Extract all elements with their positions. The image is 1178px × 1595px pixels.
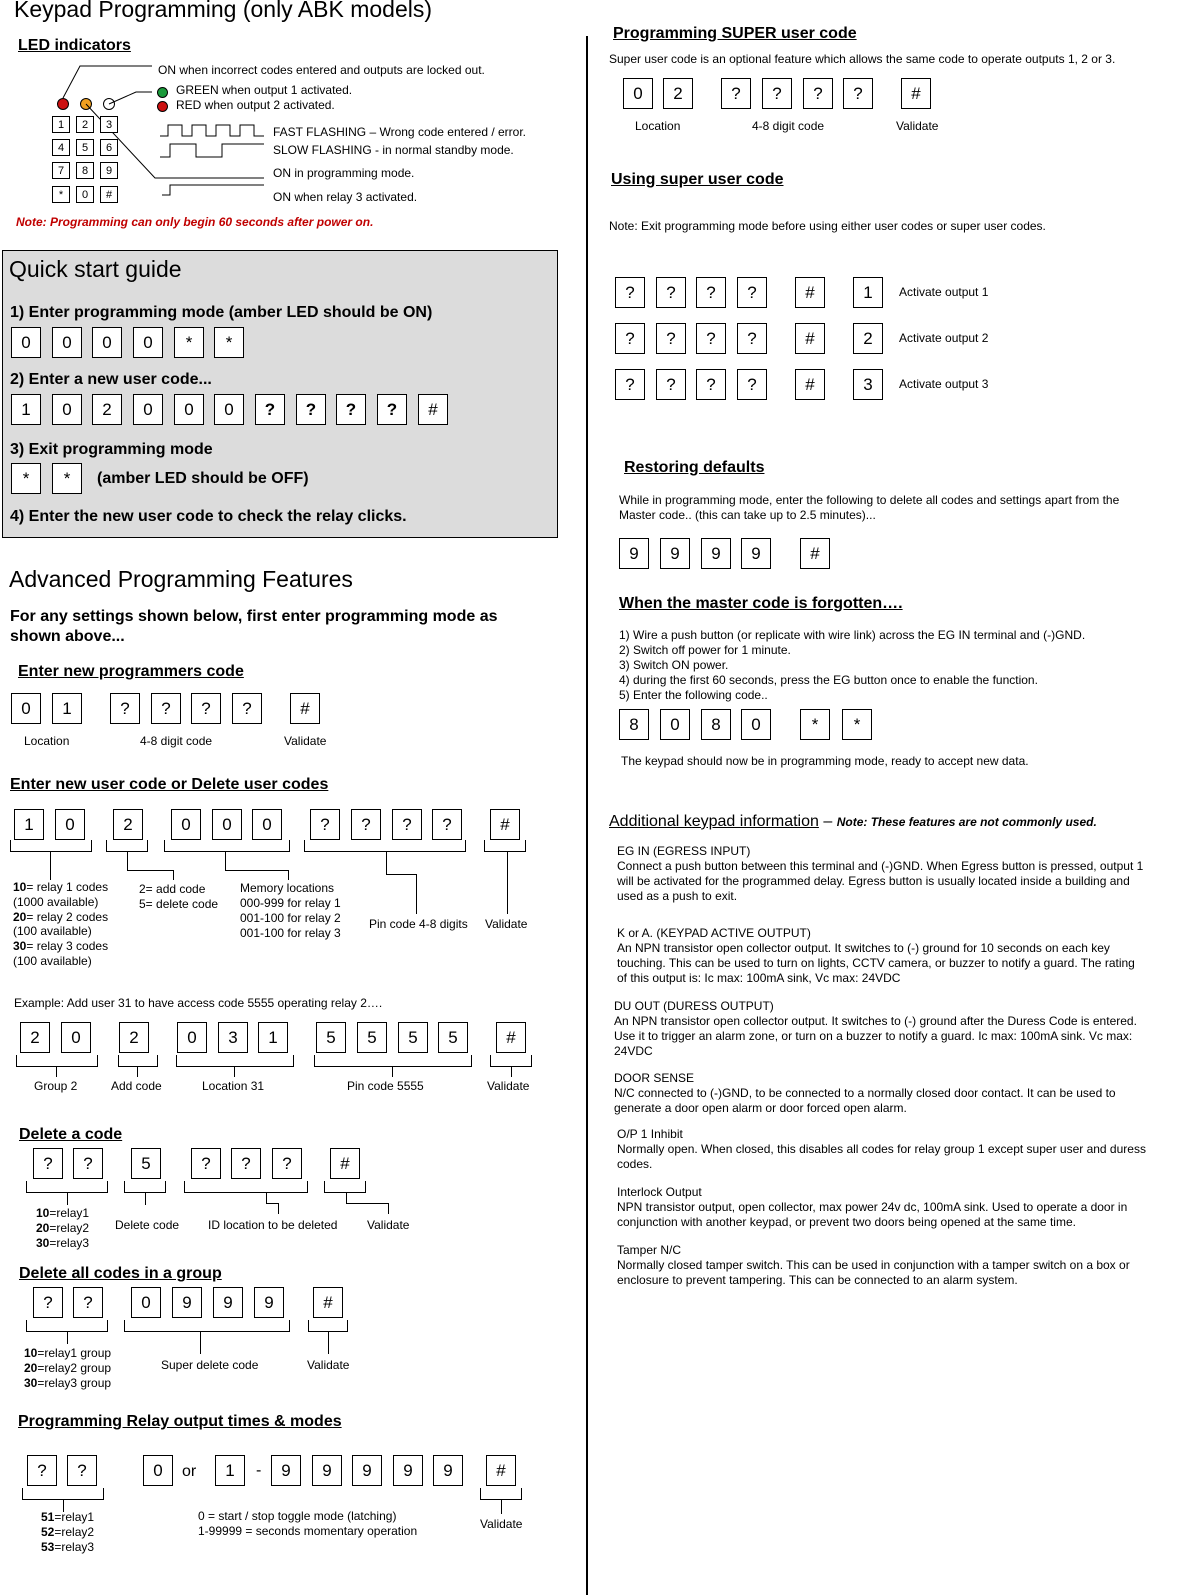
- relay-times-dash: -: [256, 1462, 262, 1479]
- additional-item-line: N/C connected to (-)GND, to be connected to a normally closed door contact. It can be used to: [614, 1086, 1116, 1100]
- forgot-after: The keypad should now be in programming mode, ready to accept new data.: [621, 754, 1029, 768]
- keypad-key: 5: [438, 1022, 468, 1053]
- additional-heading: [609, 813, 1097, 831]
- keypad-key: 5: [398, 1022, 428, 1053]
- page-title: Keypad Programming (only ABK models): [14, 0, 433, 22]
- example-text: Example: Add user 31 to have access code 5555 operating relay 2….: [14, 996, 383, 1010]
- additional-note: Note: These features are not commonly used.: [836, 815, 1097, 829]
- forgot-steps: 1) Wire a push button (or replicate with wire link) across the EG IN terminal and (-)GND. 2) Switch off power for 1 minute. 3) Switch ON power. 4) during the first 60 seconds, press the EG button once to enable the function. 5) Enter the following code..: [619, 628, 1086, 702]
- keypad-key: 1: [853, 277, 883, 308]
- legend-code: 10: [36, 1206, 50, 1220]
- additional-item-line: generate a door open alarm or door forced open alarm.: [614, 1101, 907, 1115]
- legend-text: = relay 1 codes: [26, 880, 109, 894]
- legend-text: =relay2 group: [37, 1361, 112, 1375]
- small-keypad-key: 2: [76, 116, 94, 133]
- column-divider: [586, 36, 588, 1595]
- keypad-key: ?: [255, 394, 285, 425]
- keypad-key: ?: [656, 323, 686, 354]
- small-keypad-key: 8: [76, 162, 94, 179]
- keypad-key: #: [418, 394, 448, 425]
- keypad-key: 3: [218, 1022, 248, 1053]
- keypad-key: 1: [215, 1455, 245, 1486]
- keypad-key: 0: [131, 1287, 161, 1318]
- restore-heading: Restoring defaults: [624, 459, 765, 476]
- advanced-intro-2: shown above...: [10, 628, 125, 645]
- additional-item-line: Connect a push button between this terminal and (-)GND. When Egress button is pressed, output 1: [617, 859, 1144, 873]
- keypad-key: 0: [214, 394, 244, 425]
- keypad-key: 0: [11, 693, 41, 724]
- additional-heading-dash: –: [823, 813, 833, 830]
- keypad-key: 0: [741, 709, 771, 740]
- legend-code: 20: [36, 1221, 50, 1235]
- legend-line: [41, 1525, 94, 1539]
- example-location: Location 31: [202, 1079, 265, 1093]
- additional-item-line: used as a push to exit.: [617, 889, 738, 903]
- delete-code-id: ID location to be deleted: [208, 1218, 338, 1232]
- legend-text: =relay1: [54, 1510, 95, 1524]
- additional-item: [614, 1071, 1116, 1116]
- keypad-key: ?: [737, 323, 767, 354]
- small-keypad-key: #: [100, 186, 118, 203]
- additional-item-line: K or A. (KEYPAD ACTIVE OUTPUT): [617, 926, 811, 940]
- keypad-key: 0: [171, 809, 201, 840]
- delete-all-super: Super delete code: [161, 1358, 259, 1372]
- small-keypad-key: 4: [52, 139, 70, 156]
- led-note: Note: Programming can only begin 60 seconds after power on.: [16, 215, 374, 229]
- additional-item-line: DOOR SENSE: [614, 1071, 695, 1085]
- legend-line: [41, 1540, 94, 1554]
- legend-text: (1000 available): [13, 894, 99, 909]
- led-green-text: GREEN when output 1 activated.: [176, 83, 353, 97]
- example-pin: Pin code 5555: [347, 1079, 424, 1093]
- keypad-key: 9: [254, 1287, 284, 1318]
- keypad-key: 2: [92, 394, 122, 425]
- small-keypad-key: 9: [100, 162, 118, 179]
- keypad-key: 9: [660, 538, 690, 569]
- legend-line: [24, 1376, 111, 1390]
- keypad-key: ?: [191, 1148, 221, 1179]
- keypad-key: ?: [27, 1455, 57, 1486]
- legend-code: 10: [24, 1346, 38, 1360]
- keypad-key: ?: [351, 809, 381, 840]
- keypad-key: ?: [432, 809, 462, 840]
- using-super-note: Note: Exit programming mode before using either user codes or super user codes.: [609, 219, 1046, 233]
- legend-line: [36, 1206, 89, 1220]
- keypad-key: ?: [336, 394, 366, 425]
- keypad-key: 2: [853, 323, 883, 354]
- keypad-key: #: [313, 1287, 343, 1318]
- keypad-key: 9: [172, 1287, 202, 1318]
- small-keypad-key: *: [52, 186, 70, 203]
- example-group: Group 2: [34, 1079, 78, 1093]
- legend-line: [36, 1221, 89, 1235]
- led-prog-text: ON in programming mode.: [273, 166, 415, 180]
- additional-item-line: codes.: [617, 1157, 653, 1171]
- keypad-key: 1: [52, 693, 82, 724]
- small-keypad-key: 7: [52, 162, 70, 179]
- keypad-key: 0: [61, 1022, 91, 1053]
- prog-code-location: Location: [24, 734, 70, 748]
- user-code-heading: Enter new user code or Delete user codes: [10, 776, 329, 793]
- keypad-key: 2: [119, 1022, 149, 1053]
- keypad-key: #: [490, 809, 520, 840]
- keypad-key: 3: [853, 369, 883, 400]
- legend-line: [41, 1510, 94, 1524]
- legend-code: 30: [13, 939, 27, 954]
- keypad-key: *: [214, 327, 244, 358]
- keypad-key: 5: [357, 1022, 387, 1053]
- user-code-memory-legend: Memory locations 000-999 for relay 1 001-100 for relay 2 001-100 for relay 3: [240, 881, 341, 940]
- additional-item-line: An NPN transistor open collector output. It switches to (-) ground after the Duress Code is entered.: [614, 1014, 1137, 1028]
- legend-text: =relay1 group: [37, 1346, 112, 1360]
- legend-text: (100 available): [13, 954, 92, 968]
- keypad-key: #: [496, 1022, 526, 1053]
- legend-code: 20: [13, 909, 27, 924]
- legend-line: [13, 895, 98, 909]
- additional-item-line: DU OUT (DURESS OUTPUT): [614, 999, 774, 1013]
- keypad-key: ?: [721, 78, 751, 109]
- legend-code: 10: [13, 880, 27, 894]
- keypad-key: 2: [20, 1022, 50, 1053]
- keypad-key: 9: [213, 1287, 243, 1318]
- additional-item: [617, 926, 1135, 986]
- prog-code-heading: Enter new programmers code: [18, 663, 244, 680]
- keypad-key: ?: [296, 394, 326, 425]
- additional-item-line: O/P 1 Inhibit: [617, 1127, 683, 1141]
- additional-heading-text: Additional keypad information: [609, 813, 819, 830]
- legend-line: [13, 910, 108, 924]
- legend-code: 51: [41, 1510, 55, 1524]
- example-validate: Validate: [487, 1079, 530, 1093]
- super-code-validate: Validate: [896, 119, 939, 133]
- led-slow-text: SLOW FLASHING - in normal standby mode.: [273, 143, 514, 157]
- keypad-key: ?: [73, 1287, 103, 1318]
- led-locked-text: ON when incorrect codes entered and outputs are locked out.: [158, 63, 485, 77]
- keypad-key: 2: [113, 809, 143, 840]
- relay-times-modes: 0 = start / stop toggle mode (latching) 1-99999 = seconds momentary operation: [198, 1509, 418, 1538]
- example-add: Add code: [111, 1079, 162, 1093]
- keypad-key: 1: [14, 809, 44, 840]
- keypad-key: ?: [191, 693, 221, 724]
- additional-item: [617, 1243, 1130, 1288]
- using-super-row-label: Activate output 1: [899, 285, 989, 299]
- super-code-text: Super user code is an optional feature which allows the same code to operate outputs 1, 2 or 3.: [609, 52, 1116, 66]
- keypad-key: #: [800, 538, 830, 569]
- additional-item: [614, 999, 1137, 1059]
- additional-item-line: Normally open. When closed, this disables all codes for relay group 1 except super user and duress: [617, 1142, 1146, 1156]
- super-code-digits: 4-8 digit code: [752, 119, 825, 133]
- keypad-key: ?: [696, 277, 726, 308]
- small-keypad-key: 0: [76, 186, 94, 203]
- keypad-key: *: [11, 463, 41, 494]
- super-code-location: Location: [635, 119, 681, 133]
- keypad-key: 1: [11, 394, 41, 425]
- quick-step-2: 2) Enter a new user code...: [10, 371, 212, 388]
- keypad-key: 9: [433, 1455, 463, 1486]
- keypad-key: *: [842, 709, 872, 740]
- additional-item-line: Tamper N/C: [617, 1243, 682, 1257]
- legend-text: (100 available): [13, 924, 92, 939]
- prog-code-validate: Validate: [284, 734, 327, 748]
- additional-item-line: 24VDC: [614, 1044, 653, 1058]
- delete-code-heading: Delete a code: [19, 1126, 123, 1143]
- user-code-validate: Validate: [485, 917, 528, 931]
- keypad-key: ?: [151, 693, 181, 724]
- legend-code: 52: [41, 1525, 55, 1539]
- keypad-key: ?: [231, 1148, 261, 1179]
- keypad-key: 0: [92, 327, 122, 358]
- keypad-key: 9: [271, 1455, 301, 1486]
- keypad-key: ?: [615, 277, 645, 308]
- keypad-key: 8: [619, 709, 649, 740]
- legend-text: = relay 2 codes: [26, 909, 109, 924]
- additional-item-line: enclosure to prevent tampering. This can be connected to an alarm system.: [617, 1273, 1018, 1287]
- keypad-key: #: [290, 693, 320, 724]
- delete-all-validate: Validate: [307, 1358, 350, 1372]
- additional-item-line: An NPN transistor open collector output. It switches to (-) ground for 10 seconds on each key: [617, 941, 1110, 955]
- quick-step-3: 3) Exit programming mode: [10, 441, 213, 458]
- keypad-key: 9: [741, 538, 771, 569]
- quick-start-title: Quick start guide: [9, 256, 182, 282]
- relay-times-or: or: [182, 1463, 197, 1480]
- keypad-key: ?: [696, 323, 726, 354]
- additional-item: [617, 1127, 1146, 1172]
- led-relay3-text: ON when relay 3 activated.: [273, 190, 418, 204]
- keypad-key: 0: [133, 394, 163, 425]
- keypad-key: ?: [33, 1287, 63, 1318]
- additional-item-line: conjunction with another keypad, or prevent two doors being opened at the same time.: [617, 1215, 1076, 1229]
- delete-code-label: Delete code: [115, 1218, 180, 1232]
- using-super-row-label: Activate output 3: [899, 377, 989, 391]
- delete-all-heading: Delete all codes in a group: [19, 1265, 222, 1282]
- keypad-key: ?: [272, 1148, 302, 1179]
- legend-line: [24, 1346, 111, 1360]
- using-super-row-label: Activate output 2: [899, 331, 989, 345]
- keypad-key: ?: [110, 693, 140, 724]
- legend-code: 30: [36, 1236, 50, 1250]
- keypad-key: 8: [701, 709, 731, 740]
- keypad-key: 0: [133, 327, 163, 358]
- advanced-title: Advanced Programming Features: [9, 566, 353, 592]
- keypad-key: ?: [656, 369, 686, 400]
- additional-item-line: NPN transistor output, open collector, max power 24v dc, 100mA sink. Used to operate a door in: [617, 1200, 1128, 1214]
- keypad-key: 0: [52, 327, 82, 358]
- relay-times-heading: Programming Relay output times & modes: [18, 1413, 342, 1430]
- legend-line: [13, 880, 108, 894]
- keypad-key: ?: [392, 809, 422, 840]
- keypad-key: ?: [232, 693, 262, 724]
- keypad-key: ?: [377, 394, 407, 425]
- keypad-key: ?: [762, 78, 792, 109]
- keypad-key: ?: [803, 78, 833, 109]
- keypad-key: ?: [615, 323, 645, 354]
- keypad-key: 9: [352, 1455, 382, 1486]
- legend-line: [13, 924, 92, 938]
- keypad-key: 0: [55, 809, 85, 840]
- keypad-key: 5: [316, 1022, 346, 1053]
- keypad-key: 9: [619, 538, 649, 569]
- legend-code: 53: [41, 1540, 55, 1554]
- keypad-key: 2: [663, 78, 693, 109]
- prog-code-digits: 4-8 digit code: [140, 734, 213, 748]
- delete-code-validate: Validate: [367, 1218, 410, 1232]
- keypad-key: ?: [737, 277, 767, 308]
- legend-line: [13, 954, 92, 968]
- small-keypad-key: 5: [76, 139, 94, 156]
- keypad-key: #: [486, 1455, 516, 1486]
- small-keypad-key: 6: [100, 139, 118, 156]
- user-code-add-legend: 2= add code 5= delete code: [139, 882, 219, 911]
- restore-text: While in programming mode, enter the following to delete all codes and settings apart from the Master code.. (this can take up to 2.5 minutes)...: [619, 493, 1120, 522]
- legend-code: 20: [24, 1361, 38, 1375]
- legend-text: =relay3: [49, 1236, 90, 1250]
- keypad-key: 0: [212, 809, 242, 840]
- keypad-key: 0: [11, 327, 41, 358]
- keypad-key: *: [174, 327, 204, 358]
- relay-times-validate: Validate: [480, 1517, 523, 1531]
- keypad-key: #: [795, 369, 825, 400]
- forgot-heading: When the master code is forgotten….: [619, 595, 903, 612]
- legend-text: =relay2: [54, 1525, 95, 1539]
- keypad-key: *: [52, 463, 82, 494]
- using-super-heading: Using super user code: [611, 171, 784, 188]
- keypad-key: 0: [143, 1455, 173, 1486]
- quick-step-1: 1) Enter programming mode (amber LED should be ON): [10, 304, 433, 321]
- keypad-key: 0: [660, 709, 690, 740]
- keypad-key: 0: [177, 1022, 207, 1053]
- keypad-key: ?: [310, 809, 340, 840]
- additional-item-line: Normally closed tamper switch. This can be used in conjunction with a tamper switch on a box or: [617, 1258, 1130, 1272]
- legend-text: =relay1: [49, 1206, 90, 1220]
- additional-item-line: Use it to trigger an alarm zone, or turn on a buzzer to notify a guard. Ic max: 100mA sink. Vc max:: [614, 1029, 1133, 1043]
- legend-text: =relay3 group: [37, 1376, 112, 1390]
- keypad-key: 5: [131, 1148, 161, 1179]
- additional-item-line: EG IN (EGRESS INPUT): [617, 844, 751, 858]
- keypad-key: ?: [67, 1455, 97, 1486]
- led-heading: LED indicators: [18, 37, 131, 54]
- keypad-key: #: [795, 323, 825, 354]
- keypad-key: 1: [258, 1022, 288, 1053]
- keypad-key: 0: [174, 394, 204, 425]
- quick-step-4: 4) Enter the new user code to check the relay clicks.: [10, 508, 407, 525]
- super-code-heading: Programming SUPER user code: [613, 25, 857, 42]
- keypad-key: ?: [33, 1148, 63, 1179]
- quick-step-3-note: (amber LED should be OFF): [97, 470, 309, 487]
- additional-item: [617, 844, 1143, 904]
- legend-line: [36, 1236, 89, 1250]
- additional-item-line: Interlock Output: [617, 1185, 702, 1199]
- keypad-key: ?: [843, 78, 873, 109]
- keypad-key: 9: [393, 1455, 423, 1486]
- keypad-key: ?: [696, 369, 726, 400]
- legend-text: = relay 3 codes: [26, 939, 109, 954]
- keypad-key: 0: [252, 809, 282, 840]
- legend-code: 30: [24, 1376, 38, 1390]
- keypad-key: ?: [615, 369, 645, 400]
- keypad-key: 9: [701, 538, 731, 569]
- additional-item-line: touching. This can be used to turn on lights, CCTV camera, or buzzer to notify a guard. The rating: [617, 956, 1135, 970]
- legend-text: =relay3: [54, 1540, 95, 1554]
- additional-item: [617, 1185, 1127, 1230]
- advanced-intro-1: For any settings shown below, first enter programming mode as: [10, 608, 498, 625]
- keypad-key: #: [901, 78, 931, 109]
- additional-item-line: of this output is: Ic max: 100mA sink, Vc max: 24VDC: [617, 971, 901, 985]
- legend-line: [13, 939, 108, 953]
- keypad-key: 0: [623, 78, 653, 109]
- small-keypad-key: 3: [100, 116, 118, 133]
- keypad-key: *: [800, 709, 830, 740]
- keypad-key: 9: [312, 1455, 342, 1486]
- keypad-key: ?: [737, 369, 767, 400]
- additional-item-line: will be activated for the programmed delay. Egress button is usually located inside a building and: [617, 874, 1130, 888]
- small-keypad-key: 1: [52, 116, 70, 133]
- keypad-key: ?: [73, 1148, 103, 1179]
- user-code-pin: Pin code 4-8 digits: [369, 917, 468, 931]
- keypad-key: #: [795, 277, 825, 308]
- keypad-key: #: [330, 1148, 360, 1179]
- led-red-text: RED when output 2 activated.: [176, 98, 335, 112]
- led-fast-text: FAST FLASHING – Wrong code entered / error.: [273, 125, 527, 139]
- legend-text: =relay2: [49, 1221, 90, 1235]
- keypad-key: ?: [656, 277, 686, 308]
- legend-line: [24, 1361, 111, 1375]
- keypad-key: 0: [52, 394, 82, 425]
